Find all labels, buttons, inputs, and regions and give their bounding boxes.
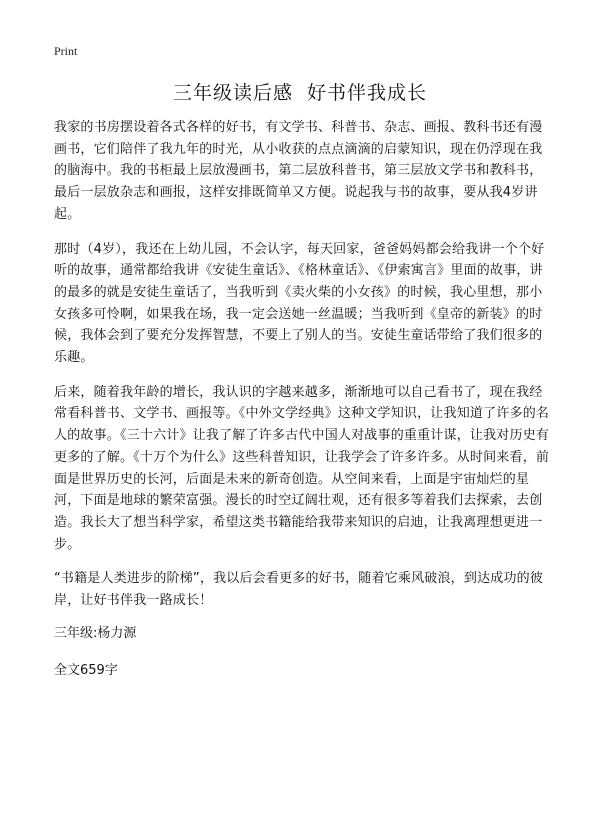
author-line: 三年级:杨力源: [54, 625, 137, 641]
article-body: [54, 117, 550, 698]
paragraph-1: 我家的书房摆设着各式各样的好书，有文学书、科普书、杂志、画报、教科书还有漫画书，它们陪伴了我九年的时光，从小收获的点点滴滴的启蒙知识，现在仍浮现在我的脑海中。我的书柜最上层放漫画书，第二层放科普书，第三层放文学书和教科书，最后一层放杂志和画报，这样安排既简单又方便。说起我与书的故事，要从我4岁讲起。: [54, 120, 543, 222]
paragraph-3: 后来，随着我年龄的增长，我认识的字越来越多，渐渐地可以自己看书了，现在我经常看科普书、文学书、画报等。《中外文学经典》这种文学知识，让我知道了许多的名人的故事。《三十六计》让我了解了许多古代中国人对战事的重重计谋，让我对历史有更多的了解。《十万个为什么》这些科普知识，让我学会了许多许多。从时间来看，前面是世界历史的长河，后面是未来的新奇创造。从空间来看，上面是宇宙灿烂的星河，下面是地球的繁荣富强。漫长的时空辽阔壮观，还有很多等着我们去探索，去创造。我长大了想当科学家，希望这类书籍能给我带来知识的启迪，让我离理想更进一步。: [54, 384, 550, 552]
print-link[interactable]: Print: [54, 44, 78, 58]
paragraph-4: “书籍是人类进步的阶梯”，我以后会看更多的好书，随着它乘风破浪，到达成功的彼岸，让好书伴我一路成长！: [54, 571, 544, 609]
paragraph-2: 那时（4岁），我还在上幼儿园，不会认字，每天回家，爸爸妈妈都会给我讲一个个好听的故事，通常都给我讲《安徒生童话》、《格林童话》、《伊索寓言》里面的故事，讲的最多的就是安徒生童话了，当我听到《卖火柴的小女孩》的时候，我心里想，那小女孩多可怜啊，如果我在场，我一定会送她一丝温暖；当我听到《皇帝的新装》的时候，我体会到了要充分发挥智慧，不要上了别人的当。安徒生童话带给了我们很多的乐趣。: [54, 241, 545, 366]
word-count: 全文659字: [54, 662, 118, 678]
article-title: 三年级读后感 好书伴我成长: [172, 82, 428, 104]
